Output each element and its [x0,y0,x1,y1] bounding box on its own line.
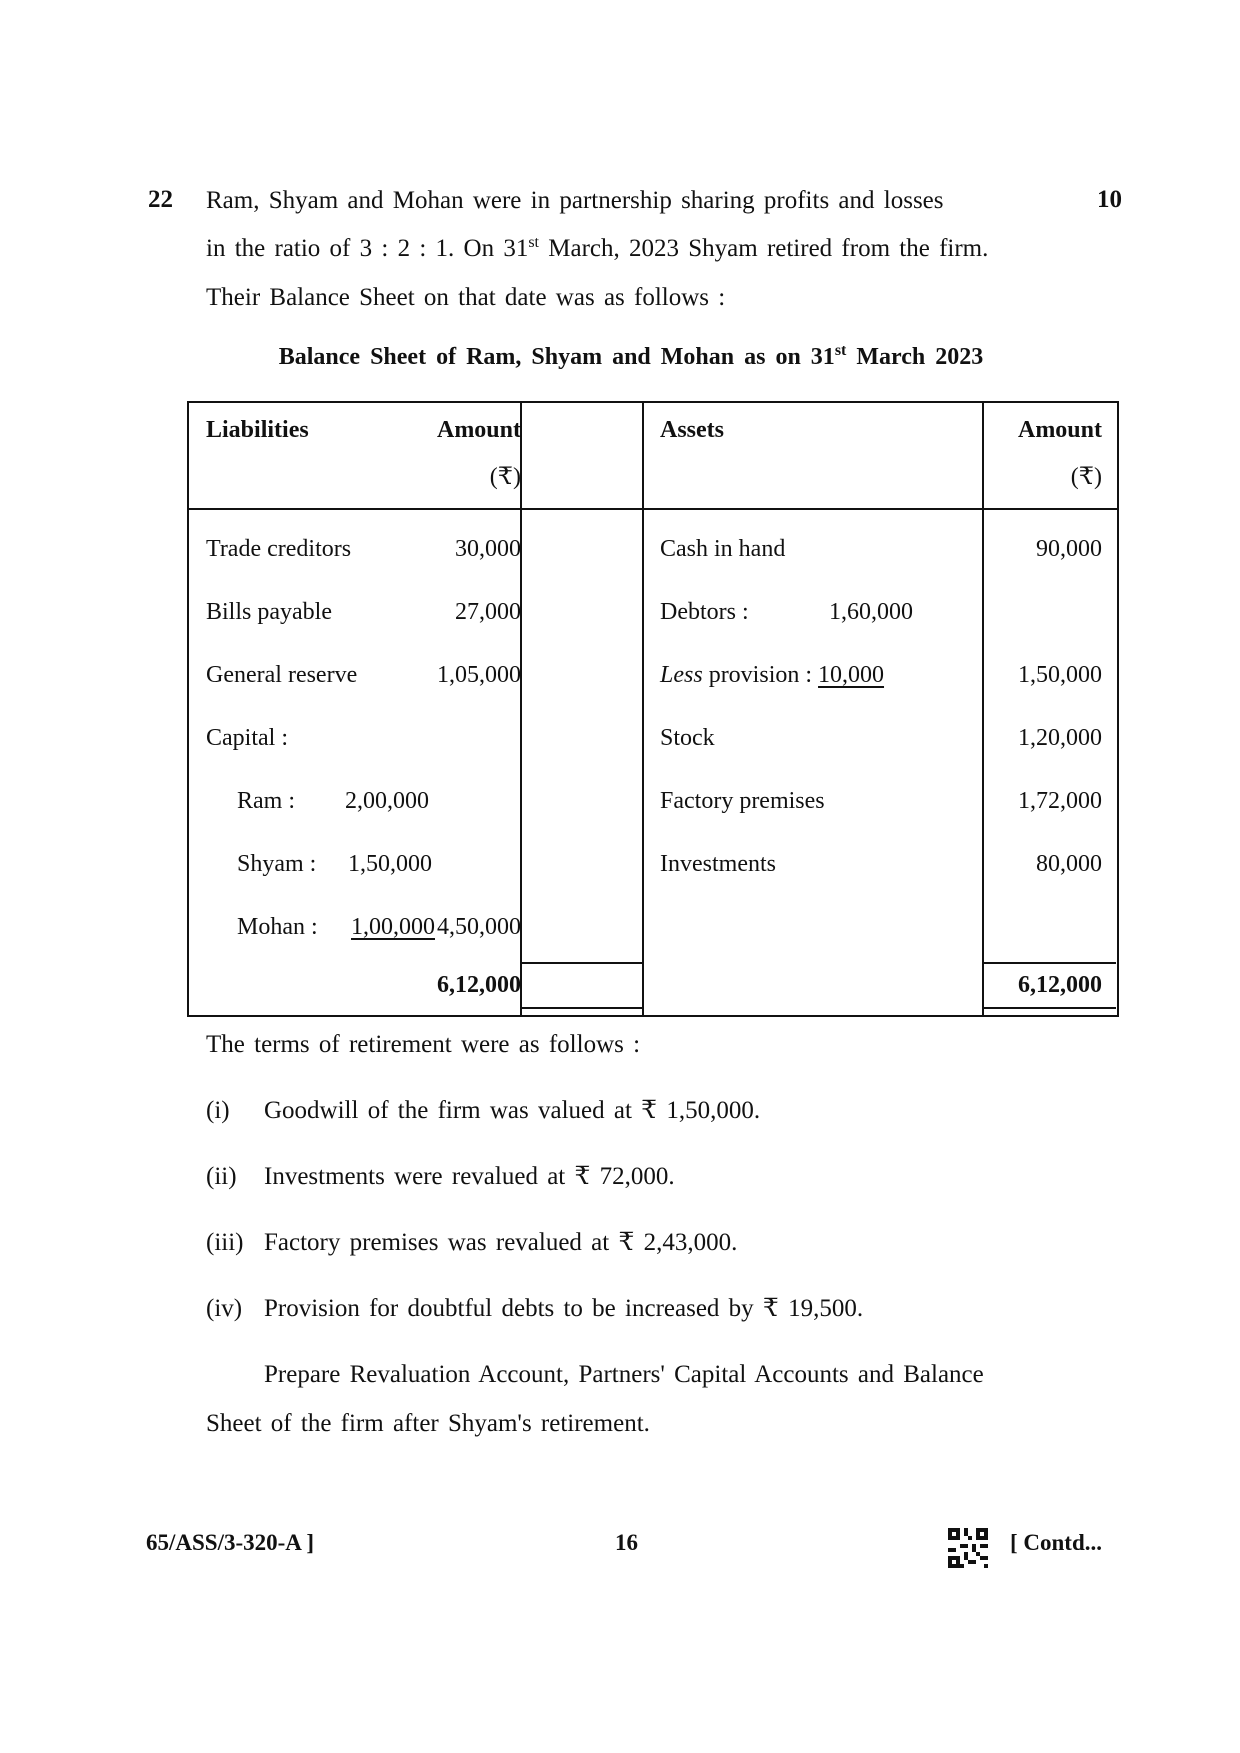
liability-amount: 27,000 [455,599,521,625]
header-liabilities: Liabilities [206,417,309,443]
liability-label: Bills payable [206,599,332,625]
instruction-line1: Prepare Revaluation Account, Partners' Capital Accounts and Balance [264,1361,984,1388]
term-number: (ii) [206,1163,237,1190]
balance-sheet-table [187,401,1119,1017]
capital-partner-name: Shyam : [237,851,317,877]
asset-label: Factory premises [660,788,825,814]
term-text: Provision for doubtful debts to be increased by ₹ 19,500. [264,1295,864,1322]
asset-amount: 1,20,000 [1018,725,1102,751]
question-marks: 10 [1097,186,1122,213]
instruction-line2: Sheet of the firm after Shyam's retirement. [206,1410,650,1437]
term-number: (iv) [206,1295,243,1322]
header-assets: Assets [660,417,724,443]
liability-label: Trade creditors [206,536,352,562]
capital-total: 4,50,000 [437,914,521,940]
header-amount-liabilities-unit: (₹) [489,464,521,490]
asset-label: Debtors : [660,599,749,625]
paper-code: 65/ASS/3-320-A ] [146,1530,315,1555]
header-amount-assets: Amount [1017,417,1102,443]
asset-label: Cash in hand [660,536,786,562]
total-assets: 6,12,000 [1018,972,1102,998]
asset-label: Stock [660,725,715,751]
question-text-line3: Their Balance Sheet on that date was as follows : [206,284,726,311]
terms-heading: The terms of retirement were as follows : [206,1031,641,1058]
term-text: Goodwill of the firm was valued at ₹ 1,50,000. [264,1097,761,1124]
question-number: 22 [148,186,173,213]
header-amount-assets-unit: (₹) [1070,464,1102,490]
asset-amount: 1,72,000 [1018,788,1102,814]
liability-amount: 1,05,000 [437,662,521,688]
capital-partner-value: 1,00,000 [351,914,435,940]
debtors-gross: 1,60,000 [829,599,913,625]
liability-amount: 30,000 [455,536,521,562]
qr-code-icon [948,1528,988,1568]
continued-label: [ Contd... [1010,1530,1103,1555]
provision-line: Less provision : 10,000 [660,662,885,688]
term-text: Investments were revalued at ₹ 72,000. [264,1163,675,1190]
header-amount-liabilities: Amount [436,417,521,443]
liability-label: Capital : [206,725,288,751]
balance-sheet-title: Balance Sheet of Ram, Shyam and Mohan as on 31st March 2023 [278,342,984,370]
asset-amount: 80,000 [1036,851,1102,877]
question-text-line1: Ram, Shyam and Mohan were in partnership sharing profits and losses [206,187,944,214]
total-liabilities: 6,12,000 [437,972,521,998]
asset-label: Investments [660,851,776,877]
asset-amount: 1,50,000 [1018,662,1102,688]
liability-label: General reserve [206,662,358,688]
asset-amount: 90,000 [1036,536,1102,562]
term-text: Factory premises was revalued at ₹ 2,43,000. [264,1229,738,1256]
page-number: 16 [615,1530,638,1555]
term-number: (iii) [206,1229,244,1256]
term-number: (i) [206,1097,230,1124]
capital-partner-value: 1,50,000 [348,851,432,877]
capital-partner-name: Ram : [237,788,295,814]
capital-partner-name: Mohan : [237,914,318,940]
question-text-line2: in the ratio of 3 : 2 : 1. On 31st March, 2023 Shyam retired from the firm. [206,234,989,262]
capital-partner-value: 2,00,000 [345,788,429,814]
